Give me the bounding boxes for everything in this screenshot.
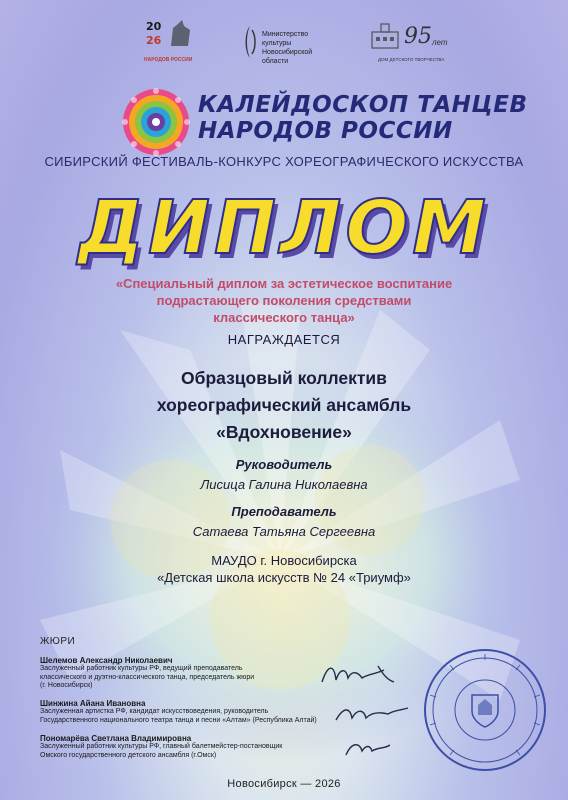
institution-caption: ДОМ ДЕТСКОГО ТВОРЧЕСТВА — [378, 57, 445, 62]
diploma-title: ДИПЛОМ — [78, 185, 490, 271]
special-diploma-line2: подрастающего поколения средствами — [156, 293, 412, 308]
institution-logo — [370, 18, 466, 70]
kaleidoscope-flower-icon — [120, 86, 192, 158]
recipient-line3: «Вдохновение» — [216, 422, 352, 442]
jury-member-desc: Заслуженная артистка РФ, кандидат искусствоведения, руководитель — [40, 708, 269, 715]
leader-title: Руководитель — [235, 457, 333, 472]
year-bottom: 26 — [146, 34, 162, 47]
jury-member-desc: (г. Новосибирск) — [40, 682, 93, 689]
jury-member-name: Пономарёва Светлана Владимировна — [40, 734, 192, 743]
building-logo-icon — [370, 22, 400, 50]
signature-chairman — [318, 660, 398, 690]
jury-member-name: Шелемов Александр Николаевич — [40, 656, 173, 665]
jury-member-desc: Омского государственного детского ансамбля (г.Омск) — [40, 751, 217, 759]
ministry-emblem-icon — [240, 24, 260, 60]
jury-member-desc: классического и дуэтно-классического танца, председатель жюри — [40, 673, 255, 681]
jury-member-desc: Заслуженный работник культуры РФ, главный балетмейстер-постановщик — [40, 743, 283, 750]
jury-member — [40, 699, 360, 725]
jury-member — [40, 656, 340, 691]
festival-title-line2: НАРОДОВ РОССИИ — [198, 118, 453, 144]
ministry-name: Министерство культуры Новосибирской области — [262, 31, 313, 65]
festival-year-logo — [140, 16, 200, 66]
jury-member-desc: Заслуженный работник культуры РФ, ведущий преподаватель — [40, 665, 243, 672]
institution-years-suffix: лет — [432, 38, 448, 47]
monument-logo-icon — [146, 18, 168, 48]
teacher-title: Преподаватель — [231, 504, 337, 519]
monument-figure-icon — [168, 18, 194, 48]
jury-heading: ЖЮРИ — [40, 636, 76, 647]
festival-subtitle: СИБИРСКИЙ ФЕСТИВАЛЬ-КОНКУРС ХОРЕОГРАФИЧЕСКОГО ИСКУССТВА — [44, 154, 524, 169]
signature-member2 — [332, 702, 412, 728]
festival-title-line1: КАЛЕЙДОСКОП ТАНЦЕВ — [198, 92, 528, 118]
awarded-label: НАГРАЖДАЕТСЯ — [227, 332, 341, 347]
jury-member-desc: Государственного национального театра танца и песни «Алтам» (Республика Алтай) — [40, 716, 317, 724]
institution-years-number: 95 — [404, 24, 432, 49]
city-year: Новосибирск — 2026 — [227, 778, 341, 790]
school-line1: МАУДО г. Новосибирска — [211, 553, 357, 568]
coat-of-arms-icon — [466, 691, 504, 729]
school-line2: «Детская школа искусств № 24 «Триумф» — [157, 570, 411, 585]
leader-name: Лисица Галина Николаевна — [200, 477, 368, 492]
special-diploma-line1: «Специальный диплом за эстетическое воспитание — [115, 276, 453, 291]
ministry-logo — [240, 24, 340, 68]
year-top: 20 — [146, 20, 162, 33]
special-diploma-line3: классического танца» — [213, 310, 355, 325]
recipient-line1: Образцовый коллектив — [181, 368, 387, 388]
year-logo-caption: НАРОДОВ РОССИИ — [144, 57, 193, 63]
signature-member3 — [340, 737, 400, 761]
jury-member-name: Шинжина Айана Ивановна — [40, 699, 146, 708]
jury-member — [40, 734, 360, 760]
teacher-name: Сатаева Татьяна Сергеевна — [192, 524, 376, 539]
recipient-line2: хореографический ансамбль — [156, 395, 412, 415]
